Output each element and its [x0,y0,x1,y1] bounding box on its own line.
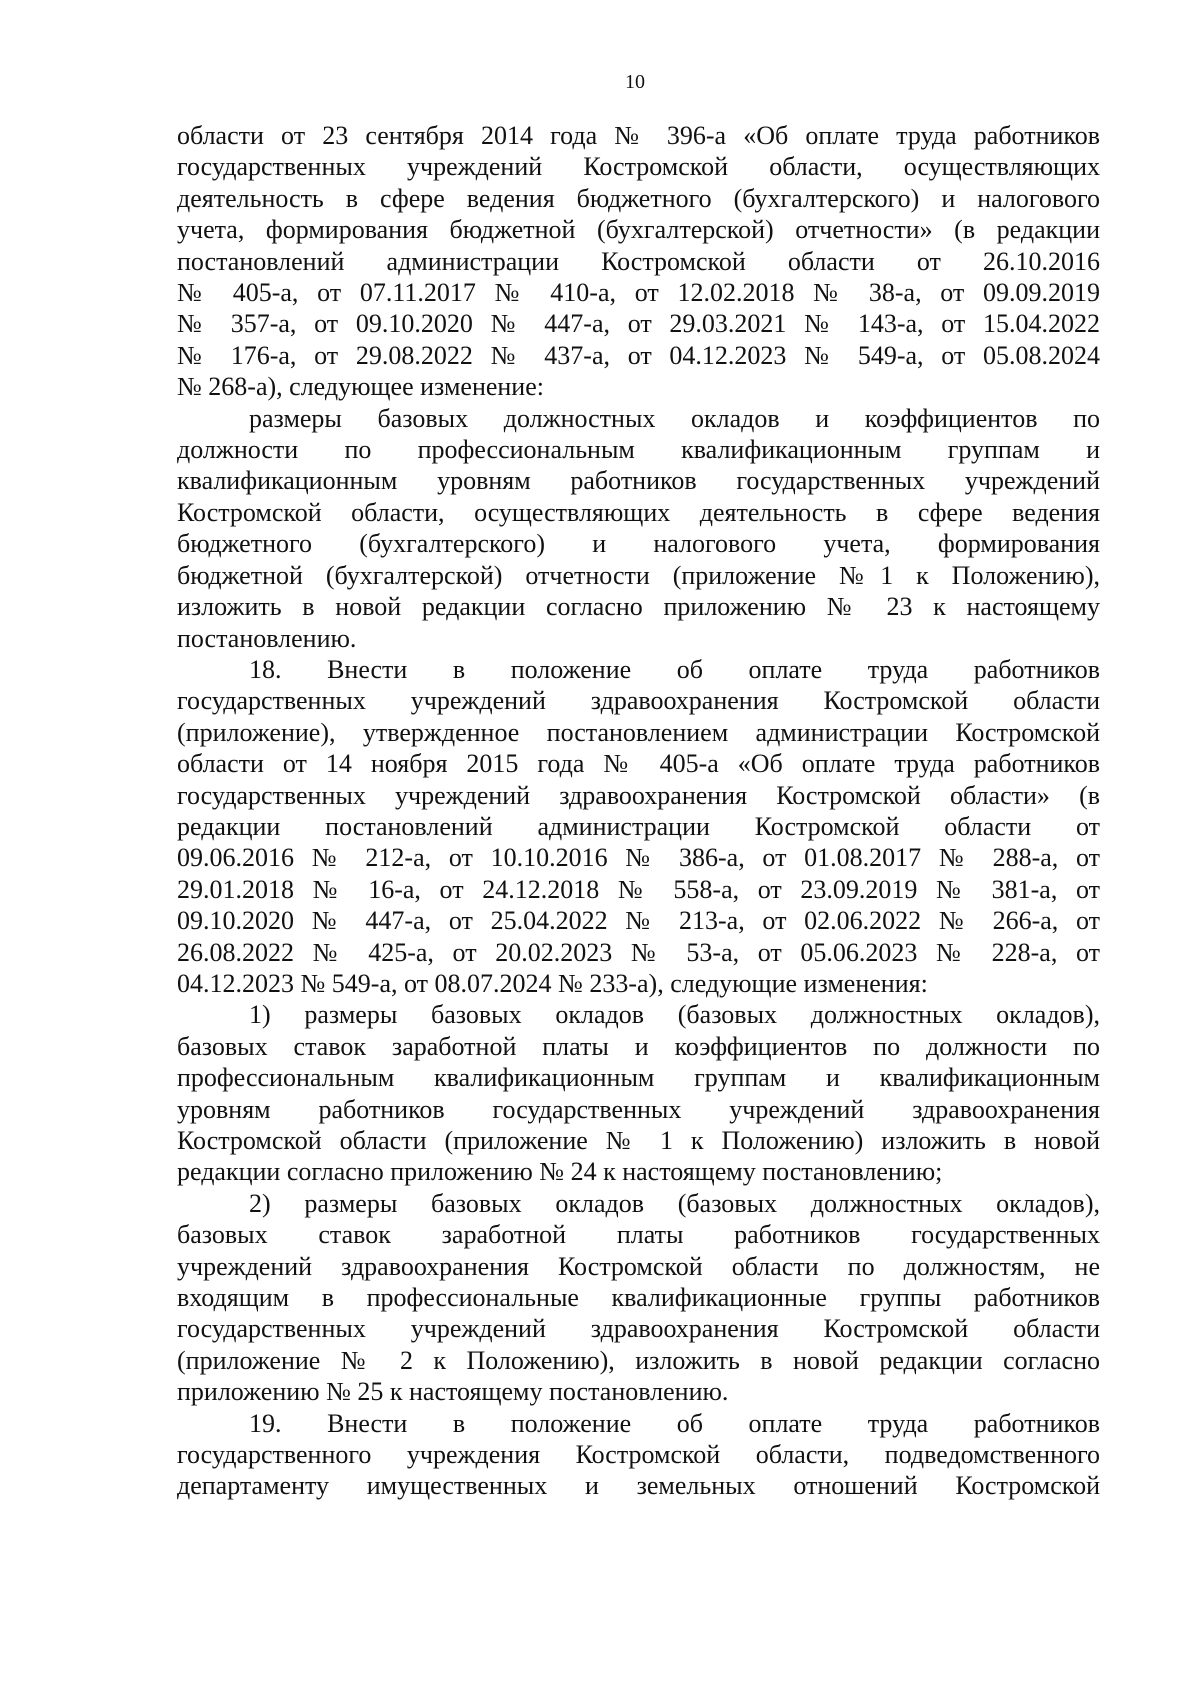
text-line: учета, формирования бюджетной (бухгалтерской) отчетности» (в редакции [177,215,1100,245]
text-line: № 357-а, от 09.10.2020 № 447-а, от 29.03.2021 № 143-а, от 15.04.2022 [177,309,1100,339]
text-line: государственных учреждений Костромской области, осуществляющих [177,152,1100,182]
text-line: департаменту имущественных и земельных отношений Костромской [177,1471,1100,1501]
text-line: бюджетной (бухгалтерской) отчетности (приложение №1 к Положению), [177,560,1100,590]
text-line: № 268-а), следующее изменение: [177,372,544,402]
text-line: постановлению. [177,623,357,653]
text-line: Костромской области, осуществляющих деятельность в сфере ведения [177,497,1100,527]
text-line: 18. Внести в положение об оплате труда работников [249,654,1100,684]
text-line: 1) размеры базовых окладов (базовых должностных окладов), [249,1000,1100,1030]
text-line: изложить в новой редакции согласно приложению № 23 к настоящему [177,592,1100,622]
text-line: базовых ставок заработной платы и коэффициентов по должности по [177,1031,1100,1061]
text-line: 04.12.2023 № 549-а, от 08.07.2024 № 233-а), следующие изменения: [177,968,928,998]
text-line: приложению № 25 к настоящему постановлению. [177,1377,729,1407]
document-body [177,120,1100,1502]
text-line: (приложение № 2 к Положению), изложить в новой редакции согласно [177,1345,1100,1375]
text-line: 26.08.2022 № 425-а, от 20.02.2023 № 53-а, от 05.06.2023 № 228-а, от [177,937,1100,967]
text-line: области от 23 сентября 2014 года № 396-а «Об оплате труда работников [177,121,1100,150]
text-line: 19. Внести в положение об оплате труда работников [249,1408,1100,1438]
text-line: квалификационным уровням работников государственных учреждений [177,466,1100,496]
text-line: размеры базовых должностных окладов и коэффициентов по [249,403,1100,433]
text-line: деятельность в сфере ведения бюджетного (бухгалтерского) и налогового [177,183,1100,213]
page-number: 10 [625,71,645,93]
text-line: государственных учреждений здравоохранения Костромской области [177,1314,1100,1344]
text-line: входящим в профессиональные квалификационные группы работников [177,1283,1100,1313]
text-line: государственного учреждения Костромской области, подведомственного [177,1440,1100,1470]
text-line: редакции постановлений администрации Костромской области от [177,811,1100,841]
text-line: № 176-а, от 29.08.2022 № 437-а, от 04.12.2023 № 549-а, от 05.08.2024 [177,340,1100,370]
text-line: базовых ставок заработной платы работников государственных [177,1220,1100,1250]
text-line: области от 14 ноября 2015 года № 405-а «Об оплате труда работников [177,749,1100,779]
text-line: постановлений администрации Костромской области от 26.10.2016 [177,246,1100,276]
text-line: (приложение), утвержденное постановлением администрации Костромской [177,717,1100,747]
text-line: 09.10.2020 № 447-а, от 25.04.2022 № 213-а, от 02.06.2022 № 266-а, от [177,906,1100,936]
text-line: государственных учреждений здравоохранения Костромской области» (в [177,780,1100,810]
text-line: 09.06.2016 № 212-а, от 10.10.2016 № 386-а, от 01.08.2017 № 288-а, от [177,843,1100,873]
text-line: учреждений здравоохранения Костромской области по должностям, не [177,1251,1100,1281]
text-line: редакции согласно приложению № 24 к настоящему постановлению; [177,1157,943,1187]
text-line: должности по профессиональным квалификационным группам и [177,435,1100,465]
text-line: № 405-а, от 07.11.2017 № 410-а, от 12.02.2018 № 38-а, от 09.09.2019 [177,278,1100,308]
text-line: 2) размеры базовых окладов (базовых должностных окладов), [249,1188,1100,1218]
text-line: профессиональным квалификационным группам и квалификационным [177,1063,1100,1093]
text-line: бюджетного (бухгалтерского) и налогового учета, формирования [177,529,1100,559]
text-line: 29.01.2018 № 16-а, от 24.12.2018 № 558-а, от 23.09.2019 № 381-а, от [177,874,1100,904]
text-line: уровням работников государственных учреждений здравоохранения [177,1094,1100,1124]
text-line: государственных учреждений здравоохранения Костромской области [177,686,1100,716]
text-line: Костромской области (приложение № 1 к Положению) изложить в новой [177,1126,1100,1155]
